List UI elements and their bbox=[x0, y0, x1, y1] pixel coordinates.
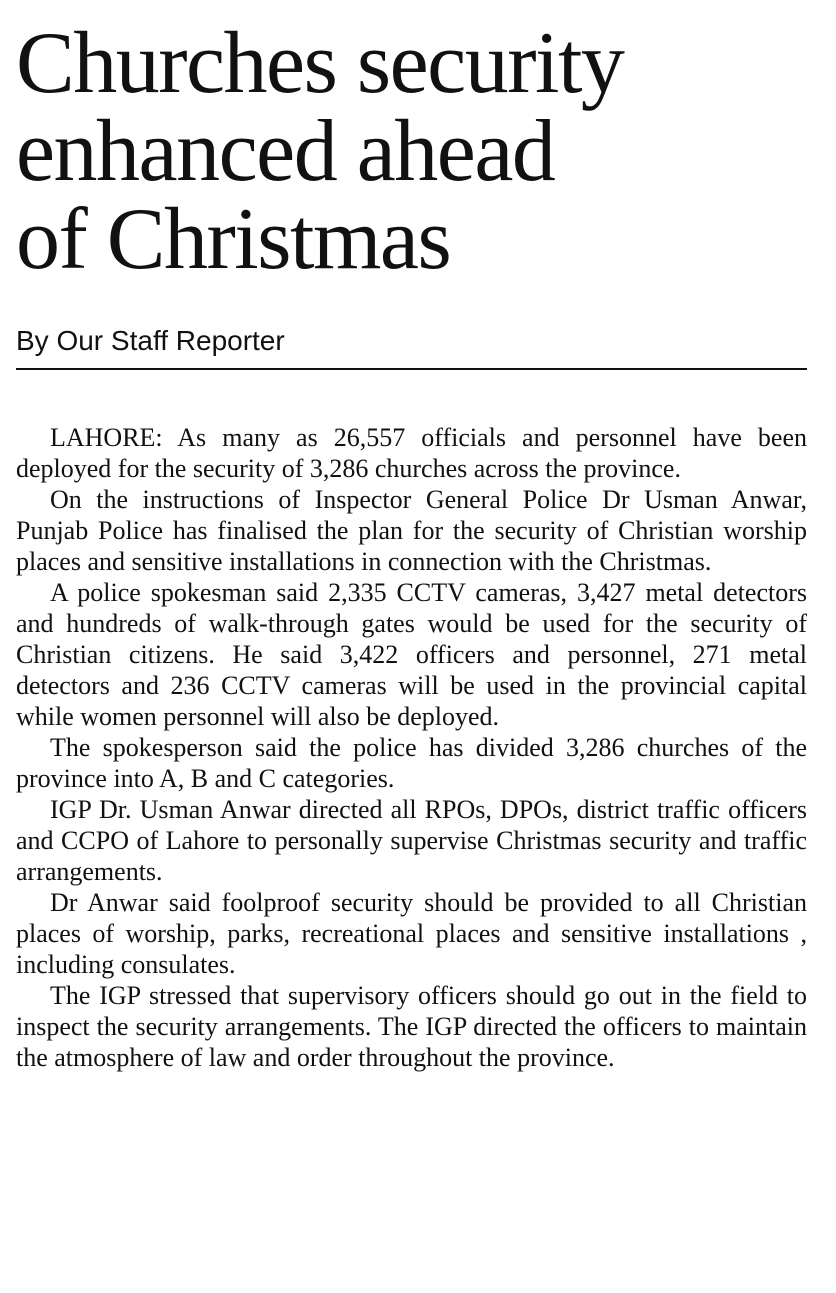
article-paragraph: The spokesperson said the police has divided 3,286 churches of the province into A, B and C categories. bbox=[16, 733, 807, 793]
headline-line: Churches security bbox=[16, 15, 624, 112]
article-paragraph: On the instructions of Inspector General Police Dr Usman Anwar, Punjab Police has finalised the plan for the security of Christian worship places and sensitive installations in connection with the Christmas. bbox=[16, 485, 807, 576]
headline-line: of Christmas bbox=[16, 191, 451, 288]
article-paragraph: Dr Anwar said foolproof security should be provided to all Christian places of worship, parks, recreational places and sensitive installations , including consulates. bbox=[16, 888, 807, 979]
article-paragraph: LAHORE: As many as 26,557 officials and personnel have been deployed for the security of 3,286 churches across the province. bbox=[16, 423, 807, 483]
news-article bbox=[16, 0, 807, 1073]
article-body bbox=[16, 422, 807, 1073]
article-paragraph: IGP Dr. Usman Anwar directed all RPOs, DPOs, district traffic officers and CCPO of Lahore to personally supervise Christmas security and traffic arrangements. bbox=[16, 795, 807, 886]
article-paragraph: The IGP stressed that supervisory officers should go out in the field to inspect the security arrangements. The IGP directed the officers to maintain the atmosphere of law and order throughout the province. bbox=[16, 981, 807, 1072]
headline-line: enhanced ahead bbox=[16, 103, 555, 200]
article-paragraph: A police spokesman said 2,335 CCTV cameras, 3,427 metal detectors and hundreds of walk-through gates would be used for the security of Christian citizens. He said 3,422 officers and personnel, 271 metal detectors and 236 CCTV cameras will be used in the provincial capital while women personnel will also be deployed. bbox=[16, 578, 807, 731]
byline: By Our Staff Reporter bbox=[16, 324, 807, 370]
headline bbox=[16, 0, 807, 288]
